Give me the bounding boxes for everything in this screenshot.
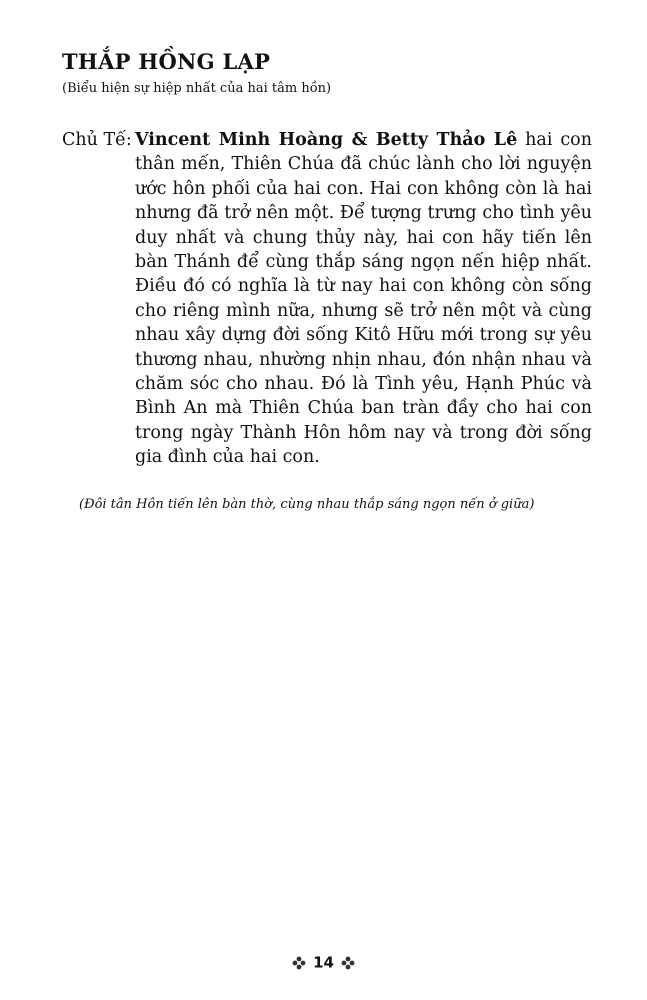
speech-paragraph: [135, 128, 592, 470]
flower-ornament-icon: [292, 956, 306, 970]
speech-line: Điều đó có nghĩa là từ nay hai con không còn sống: [135, 276, 592, 297]
speech-line: thân mến, Thiên Chúa đã chúc lành cho lời nguyện: [135, 154, 592, 175]
speech-line-rest: hai con: [517, 130, 592, 150]
speech-line: Bình An mà Thiên Chúa ban tràn đầy cho hai con: [135, 398, 592, 419]
speech-line: [135, 128, 592, 152]
speech-line: bàn Thánh để cùng thắp sáng ngọn nến hiệp nhất.: [135, 252, 592, 273]
speech-line: duy nhất và chung thủy này, hai con hãy tiến lên: [135, 227, 592, 248]
speech-line: nhưng đã trở nên một. Để tượng trưng cho tình yêu: [135, 203, 592, 224]
speech-line: trong ngày Thành Hôn hôm nay và trong đời sống: [135, 422, 592, 443]
couple-names: Vincent Minh Hoàng & Betty Thảo Lê: [135, 130, 518, 150]
speech-line: gia đình của hai con.: [135, 447, 320, 468]
speech-line: ước hôn phối của hai con. Hai con không còn là hai: [135, 178, 592, 199]
speaker-label: Chủ Tế:: [62, 130, 132, 150]
page-subtitle: (Biểu hiện sự hiệp nhất của hai tâm hồn): [62, 81, 332, 96]
speech-line: nhau xây dựng đời sống Kitô Hữu mới trong sự yêu: [135, 325, 592, 346]
page-title: THẮP HỒNG LẠP: [62, 49, 271, 74]
page-footer: [0, 953, 647, 972]
page-number: 14: [313, 953, 334, 972]
flower-ornament-icon: [341, 956, 355, 970]
rubric-instruction: (Đôi tân Hôn tiến lên bàn thờ, cùng nhau thắp sáng ngọn nến ở giữa): [79, 497, 535, 512]
speech-line: chăm sóc cho nhau. Đó là Tình yêu, Hạnh Phúc và: [135, 374, 592, 395]
celebrant-speech: [62, 128, 592, 470]
speech-line: cho riêng mình nữa, nhưng sẽ trở nên một và cùng: [135, 300, 592, 321]
speech-line: thương nhau, nhường nhịn nhau, đón nhận nhau và: [135, 349, 592, 370]
